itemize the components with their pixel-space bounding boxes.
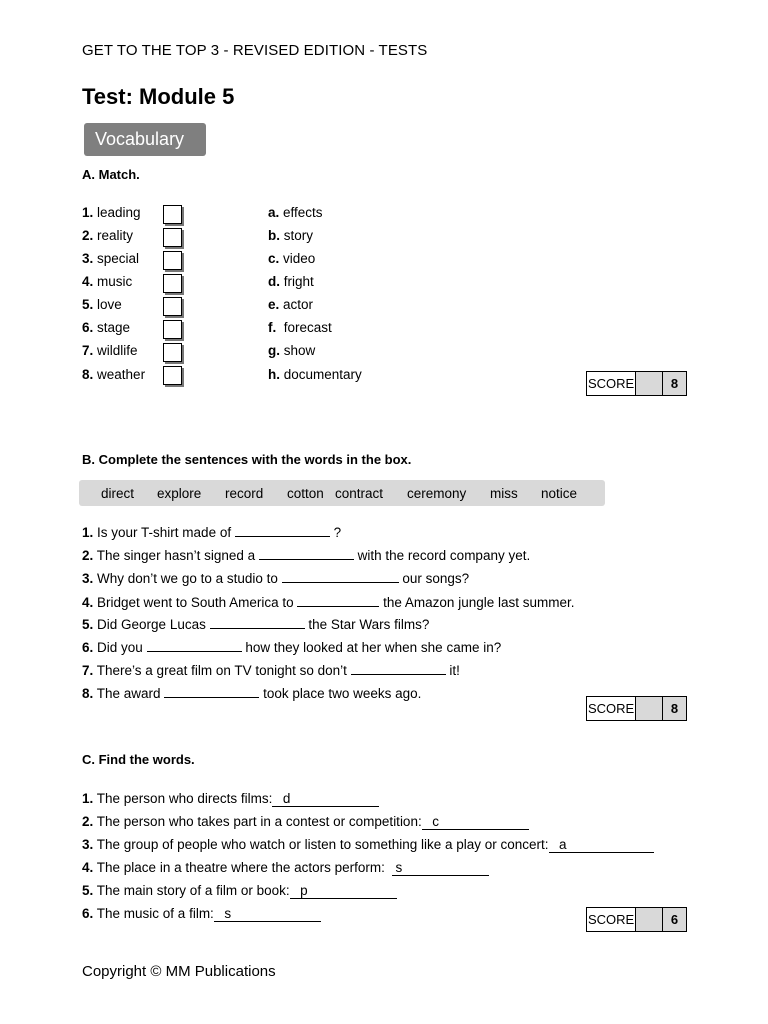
word-option: contract [335, 486, 384, 501]
match-option: c. video [268, 251, 316, 266]
match-option: a. effects [268, 205, 323, 220]
score-label: SCORE [587, 372, 636, 395]
sentence-item: 5. Did George Lucas the Star Wars films? [82, 614, 429, 632]
score-total: 6 [663, 908, 686, 931]
match-item: 3. special [82, 251, 140, 266]
score-input[interactable] [636, 697, 663, 720]
word-option: direct [101, 486, 135, 501]
match-item: 7. wildlife [82, 343, 138, 358]
definition-item: 4. The place in a theatre where the actors perform: s [82, 860, 489, 876]
sentence-item: 4. Bridget went to South America to the Amazon jungle last summer. [82, 592, 575, 610]
answer-box[interactable] [163, 297, 182, 316]
answer-blank[interactable]: d [272, 791, 379, 807]
match-option: e. actor [268, 297, 314, 312]
score-total: 8 [663, 372, 686, 395]
sentence-item: 3. Why don’t we go to a studio to our songs? [82, 568, 469, 586]
answer-box[interactable] [163, 366, 182, 385]
answer-blank[interactable] [259, 545, 354, 560]
answer-blank[interactable] [164, 683, 259, 698]
definition-item: 3. The group of people who watch or listen to something like a play or concert: a [82, 837, 654, 853]
match-item: 2. reality [82, 228, 134, 243]
answer-box[interactable] [163, 343, 182, 362]
word-option: cotton [287, 486, 324, 501]
sentence-item: 1. Is your T-shirt made of ? [82, 522, 341, 540]
score-label: SCORE [587, 908, 636, 931]
answer-blank[interactable] [210, 614, 305, 629]
match-item: 5. love [82, 297, 122, 312]
answer-blank[interactable]: p [290, 883, 397, 899]
match-item: 6. stage [82, 320, 131, 335]
word-box [79, 480, 605, 506]
answer-blank[interactable]: s [214, 906, 321, 922]
answer-box[interactable] [163, 320, 182, 339]
answer-blank[interactable] [235, 522, 330, 537]
match-item: 1. leading [82, 205, 141, 220]
answer-blank[interactable]: a [549, 837, 654, 853]
word-option: record [225, 486, 264, 501]
match-option: h. documentary [268, 367, 362, 382]
part-b-title: B. Complete the sentences with the words in the box. [82, 452, 412, 467]
part-c-title: C. Find the words. [82, 752, 195, 767]
sentence-item: 2. The singer hasn’t signed a with the record company yet. [82, 545, 530, 563]
score-total: 8 [663, 697, 686, 720]
word-option: explore [157, 486, 202, 501]
page-header: GET TO THE TOP 3 - REVISED EDITION - TESTS [82, 42, 428, 59]
answer-box[interactable] [163, 228, 182, 247]
match-option: b. story [268, 228, 314, 243]
answer-box[interactable] [163, 251, 182, 270]
part-a-title: A. Match. [82, 167, 140, 182]
answer-blank[interactable] [297, 592, 379, 607]
score-box [586, 907, 687, 932]
answer-blank[interactable] [351, 660, 446, 675]
sentence-item: 7. There’s a great film on TV tonight so don’t it! [82, 660, 460, 678]
answer-box[interactable] [163, 274, 182, 293]
word-option: ceremony [407, 486, 467, 501]
sentence-item: 6. Did you how they looked at her when she came in? [82, 637, 501, 655]
score-label: SCORE [587, 697, 636, 720]
match-option: g. show [268, 343, 316, 358]
sentence-item: 8. The award took place two weeks ago. [82, 683, 421, 701]
answer-box[interactable] [163, 205, 182, 224]
answer-blank[interactable]: s [392, 860, 489, 876]
score-input[interactable] [636, 908, 663, 931]
definition-item: 5. The main story of a film or book: p [82, 883, 397, 899]
definition-item: 1. The person who directs films: d [82, 791, 379, 807]
definition-item: 6. The music of a film: s [82, 906, 321, 922]
score-box [586, 696, 687, 721]
section-label: Vocabulary [84, 123, 206, 156]
answer-blank[interactable] [282, 568, 399, 583]
match-option: f. forecast [268, 320, 332, 335]
definition-item: 2. The person who takes part in a contest or competition: c [82, 814, 529, 830]
score-box [586, 371, 687, 396]
match-item: 4. music [82, 274, 133, 289]
score-input[interactable] [636, 372, 663, 395]
answer-blank[interactable] [147, 637, 242, 652]
page-title: Test: Module 5 [82, 84, 235, 109]
copyright-footer: Copyright © MM Publications [82, 963, 276, 980]
answer-blank[interactable]: c [422, 814, 529, 830]
word-option: miss [490, 486, 518, 501]
match-option: d. fright [268, 274, 314, 289]
word-option: notice [541, 486, 578, 501]
match-item: 8. weather [82, 367, 146, 382]
